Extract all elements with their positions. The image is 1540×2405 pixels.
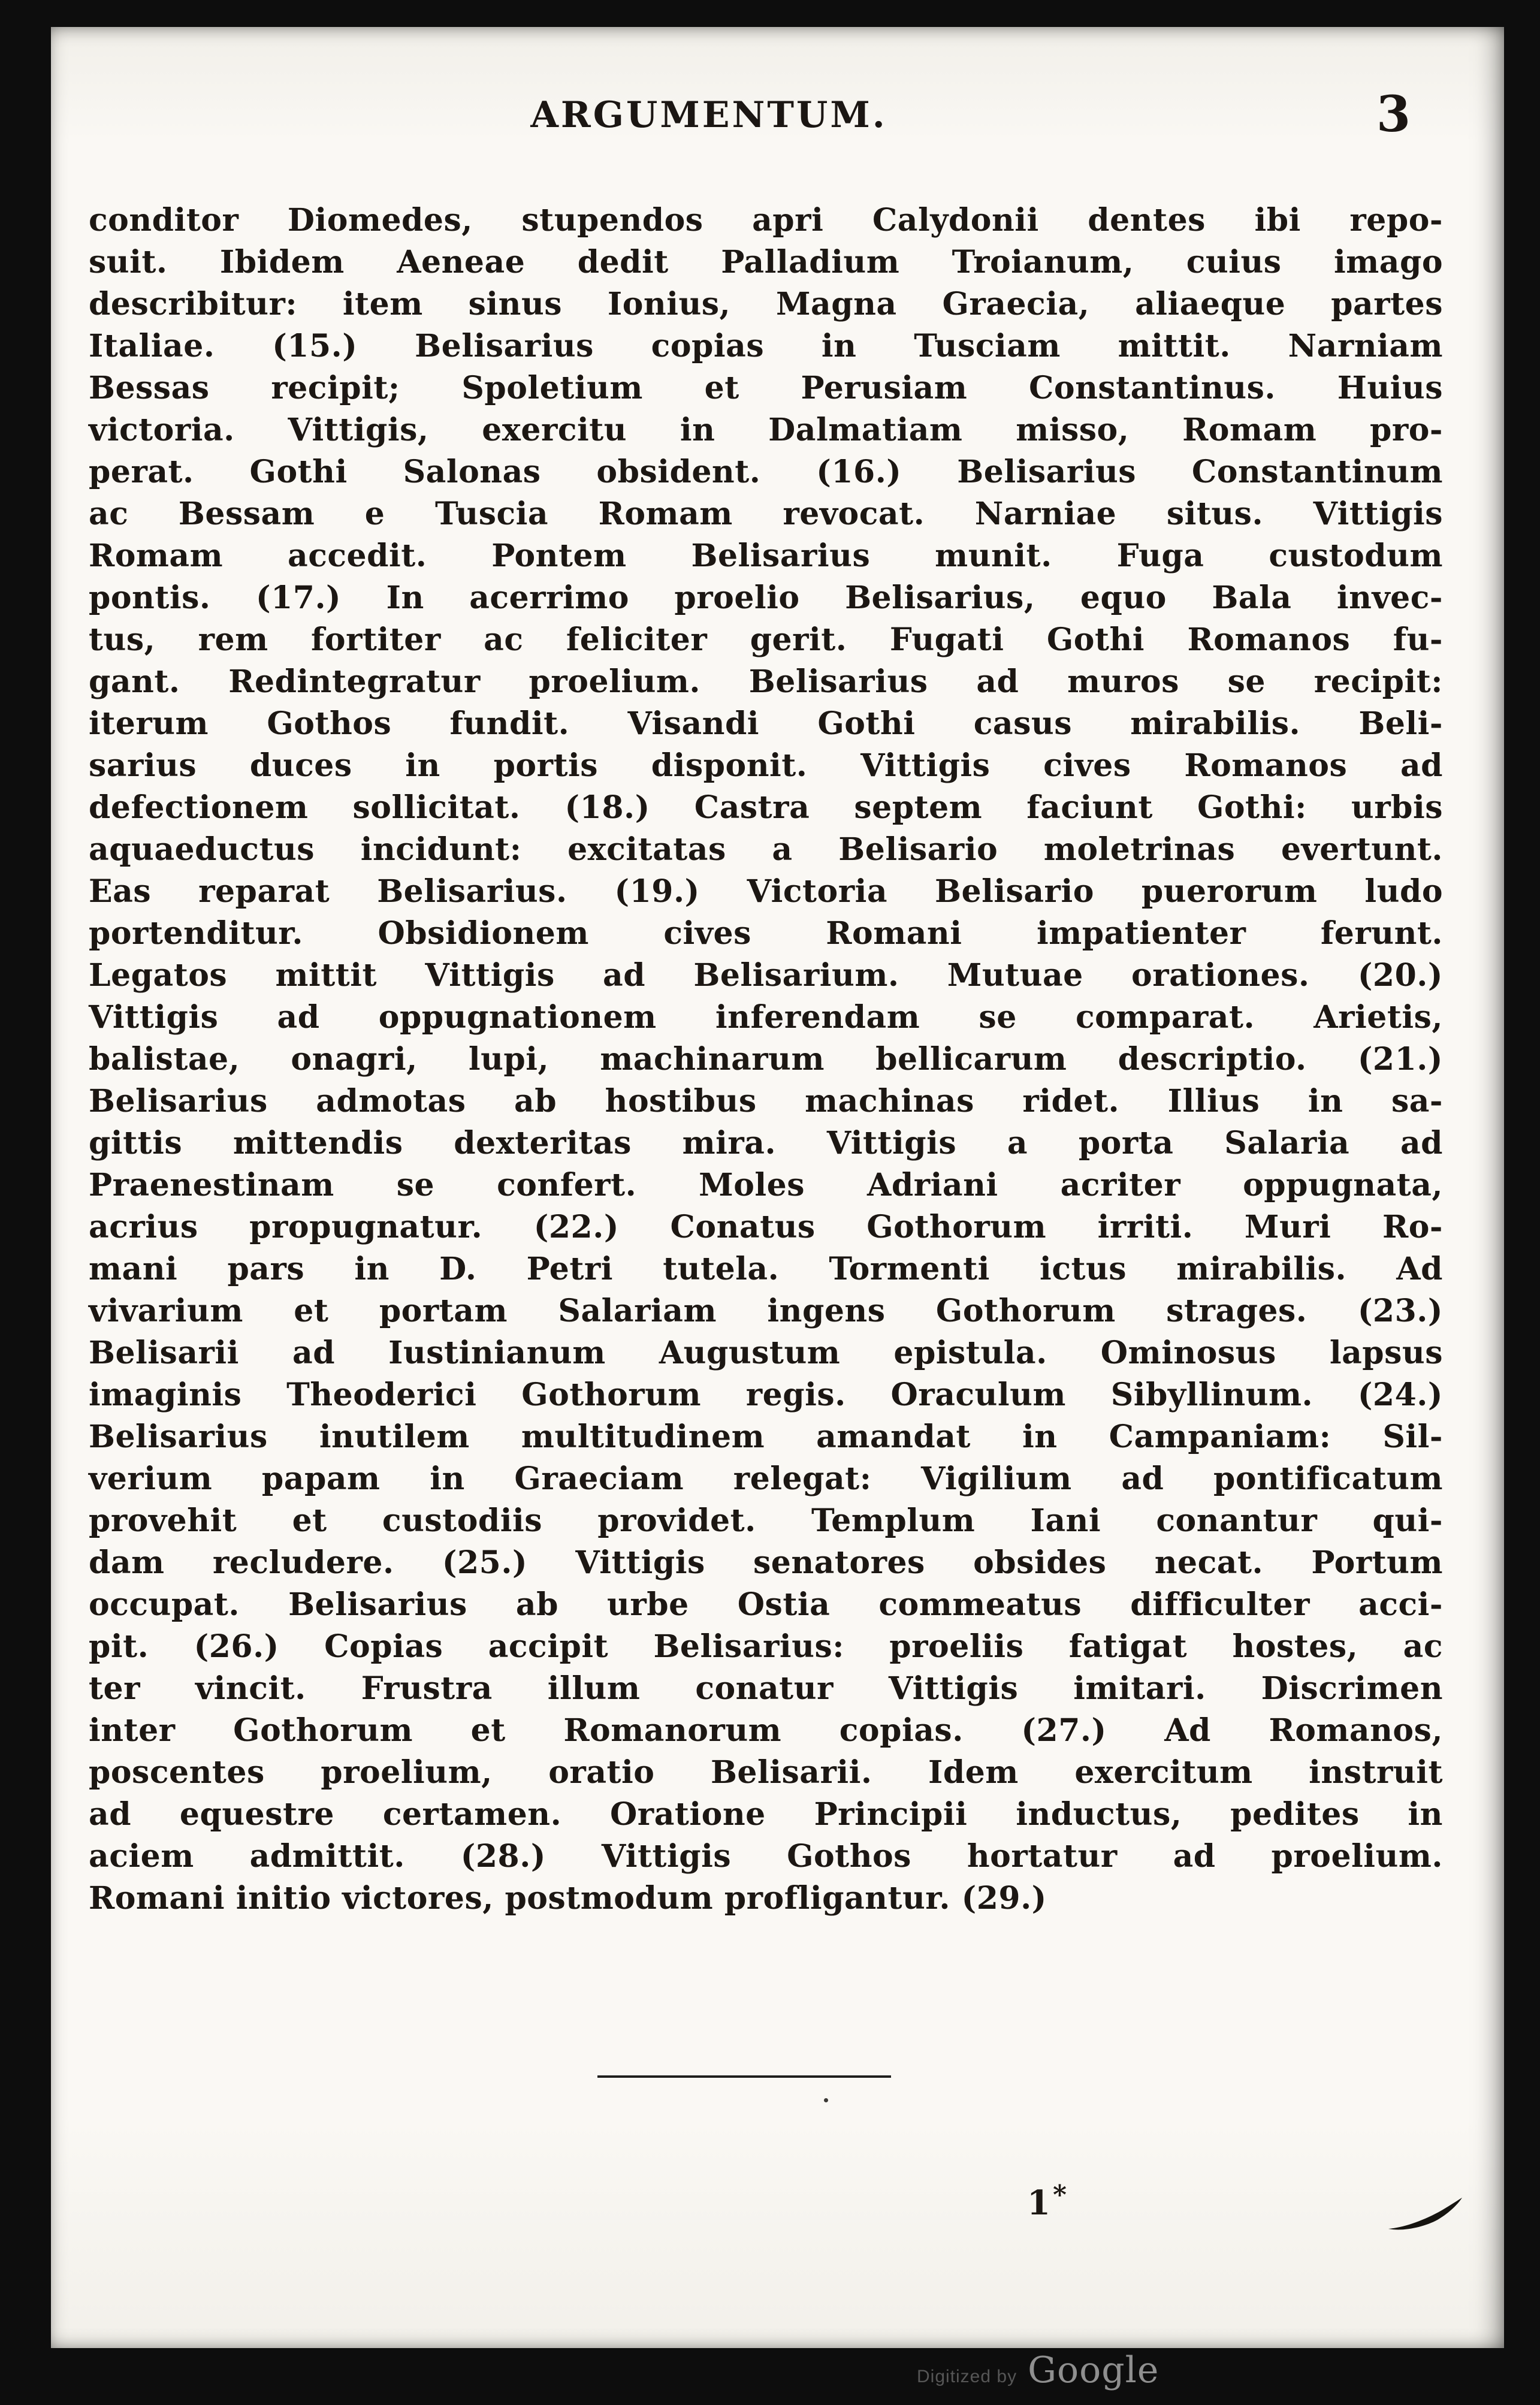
text-line: Italiae. (15.) Belisarius copias in Tusciam mittit. Narniam	[89, 328, 1443, 364]
text-line: describitur: item sinus Ionius, Magna Graecia, aliaeque partes	[89, 286, 1443, 322]
text-line: ter vincit. Frustra illum conatur Vittigis imitari. Discrimen	[89, 1670, 1443, 1707]
section-divider	[597, 2075, 891, 2078]
page-title: ARGUMENTUM.	[530, 94, 887, 136]
text-line: Romani initio victores, postmodum profligantur. (29.)	[89, 1880, 1047, 1917]
watermark-prefix: Digitized by	[917, 2367, 1017, 2386]
signature-mark	[1027, 2180, 1067, 2223]
text-line: iterum Gothos fundit. Visandi Gothi casus mirabilis. Beli-	[89, 705, 1443, 742]
page-header	[89, 86, 1443, 160]
text-line: perat. Gothi Salonas obsident. (16.) Belisarius Constantinum	[89, 454, 1443, 490]
text-line: Romam accedit. Pontem Belisarius munit. Fuga custodum	[89, 538, 1443, 574]
text-line: suit. Ibidem Aeneae dedit Palladium Troianum, cuius imago	[89, 244, 1443, 280]
body-text-block	[89, 200, 1443, 1920]
text-line: sarius duces in portis disponit. Vittigis cives Romanos ad	[89, 747, 1443, 784]
text-line: Praenestinam se confert. Moles Adriani acriter oppugnata,	[89, 1167, 1443, 1203]
text-line: mani pars in D. Petri tutela. Tormenti ictus mirabilis. Ad	[89, 1251, 1443, 1287]
text-line: victoria. Vittigis, exercitu in Dalmatiam misso, Romam pro-	[89, 412, 1443, 448]
text-line: Belisarius admotas ab hostibus machinas ridet. Illius in sa-	[89, 1083, 1443, 1119]
text-line: verium papam in Graeciam relegat: Vigilium ad pontificatum	[89, 1460, 1443, 1497]
page-number: 3	[1376, 86, 1411, 143]
text-line: Belisarius inutilem multitudinem amandat in Campaniam: Sil-	[89, 1419, 1443, 1455]
text-line: Vittigis ad oppugnationem inferendam se comparat. Arietis,	[89, 999, 1443, 1036]
text-line: Bessas recipit; Spoletium et Perusiam Constantinus. Huius	[89, 370, 1443, 406]
text-line: acrius propugnatur. (22.) Conatus Gothorum irriti. Muri Ro-	[89, 1209, 1443, 1245]
text-line: conditor Diomedes, stupendos apri Calydonii dentes ibi repo-	[89, 202, 1443, 239]
text-line: aquaeductus incidunt: excitatas a Belisario moletrinas evertunt.	[89, 831, 1443, 868]
text-line: ad equestre certamen. Oratione Principii inductus, pedites in	[89, 1796, 1443, 1833]
google-watermark	[917, 2349, 1159, 2391]
text-line: Legatos mittit Vittigis ad Belisarium. Mutuae orationes. (20.)	[89, 957, 1443, 994]
text-line: provehit et custodiis providet. Templum Iani conantur qui-	[89, 1502, 1443, 1539]
text-line: Eas reparat Belisarius. (19.) Victoria Belisario puerorum ludo	[89, 873, 1443, 910]
text-line: imaginis Theoderici Gothorum regis. Oraculum Sibyllinum. (24.)	[89, 1377, 1443, 1413]
text-line: portenditur. Obsidionem cives Romani impatienter ferunt.	[89, 915, 1443, 952]
text-line: occupat. Belisarius ab urbe Ostia commeatus difficulter acci-	[89, 1586, 1443, 1623]
text-line: gant. Redintegratur proelium. Belisarius ad muros se recipit:	[89, 663, 1443, 700]
signature-number: 1	[1027, 2183, 1050, 2223]
text-line: defectionem sollicitat. (18.) Castra septem faciunt Gothi: urbis	[89, 789, 1443, 826]
google-logo: Google	[1028, 2349, 1159, 2391]
text-line: dam recludere. (25.) Vittigis senatores obsides necat. Portum	[89, 1544, 1443, 1581]
text-line: balistae, onagri, lupi, machinarum bellicarum descriptio. (21.)	[89, 1041, 1443, 1078]
text-line: pit. (26.) Copias accipit Belisarius: proeliis fatigat hostes, ac	[89, 1628, 1443, 1665]
text-line: vivarium et portam Salariam ingens Gothorum strages. (23.)	[89, 1293, 1443, 1329]
text-line: gittis mittendis dexteritas mira. Vittigis a porta Salaria ad	[89, 1125, 1443, 1161]
text-line: inter Gothorum et Romanorum copias. (27.) Ad Romanos,	[89, 1712, 1443, 1749]
text-line: Belisarii ad Iustinianum Augustum epistula. Ominosus lapsus	[89, 1335, 1443, 1371]
text-line: poscentes proelium, oratio Belisarii. Idem exercitum instruit	[89, 1754, 1443, 1791]
ink-speck	[824, 2098, 828, 2102]
book-page	[51, 27, 1504, 2348]
text-line: ac Bessam e Tuscia Romam revocat. Narniae situs. Vittigis	[89, 496, 1443, 532]
ink-flourish-icon	[1386, 2196, 1464, 2234]
text-line: tus, rem fortiter ac feliciter gerit. Fugati Gothi Romanos fu-	[89, 621, 1443, 658]
signature-star: *	[1052, 2180, 1067, 2210]
text-line: pontis. (17.) In acerrimo proelio Belisarius, equo Bala invec-	[89, 580, 1443, 616]
text-line: aciem admittit. (28.) Vittigis Gothos hortatur ad proelium.	[89, 1838, 1443, 1875]
